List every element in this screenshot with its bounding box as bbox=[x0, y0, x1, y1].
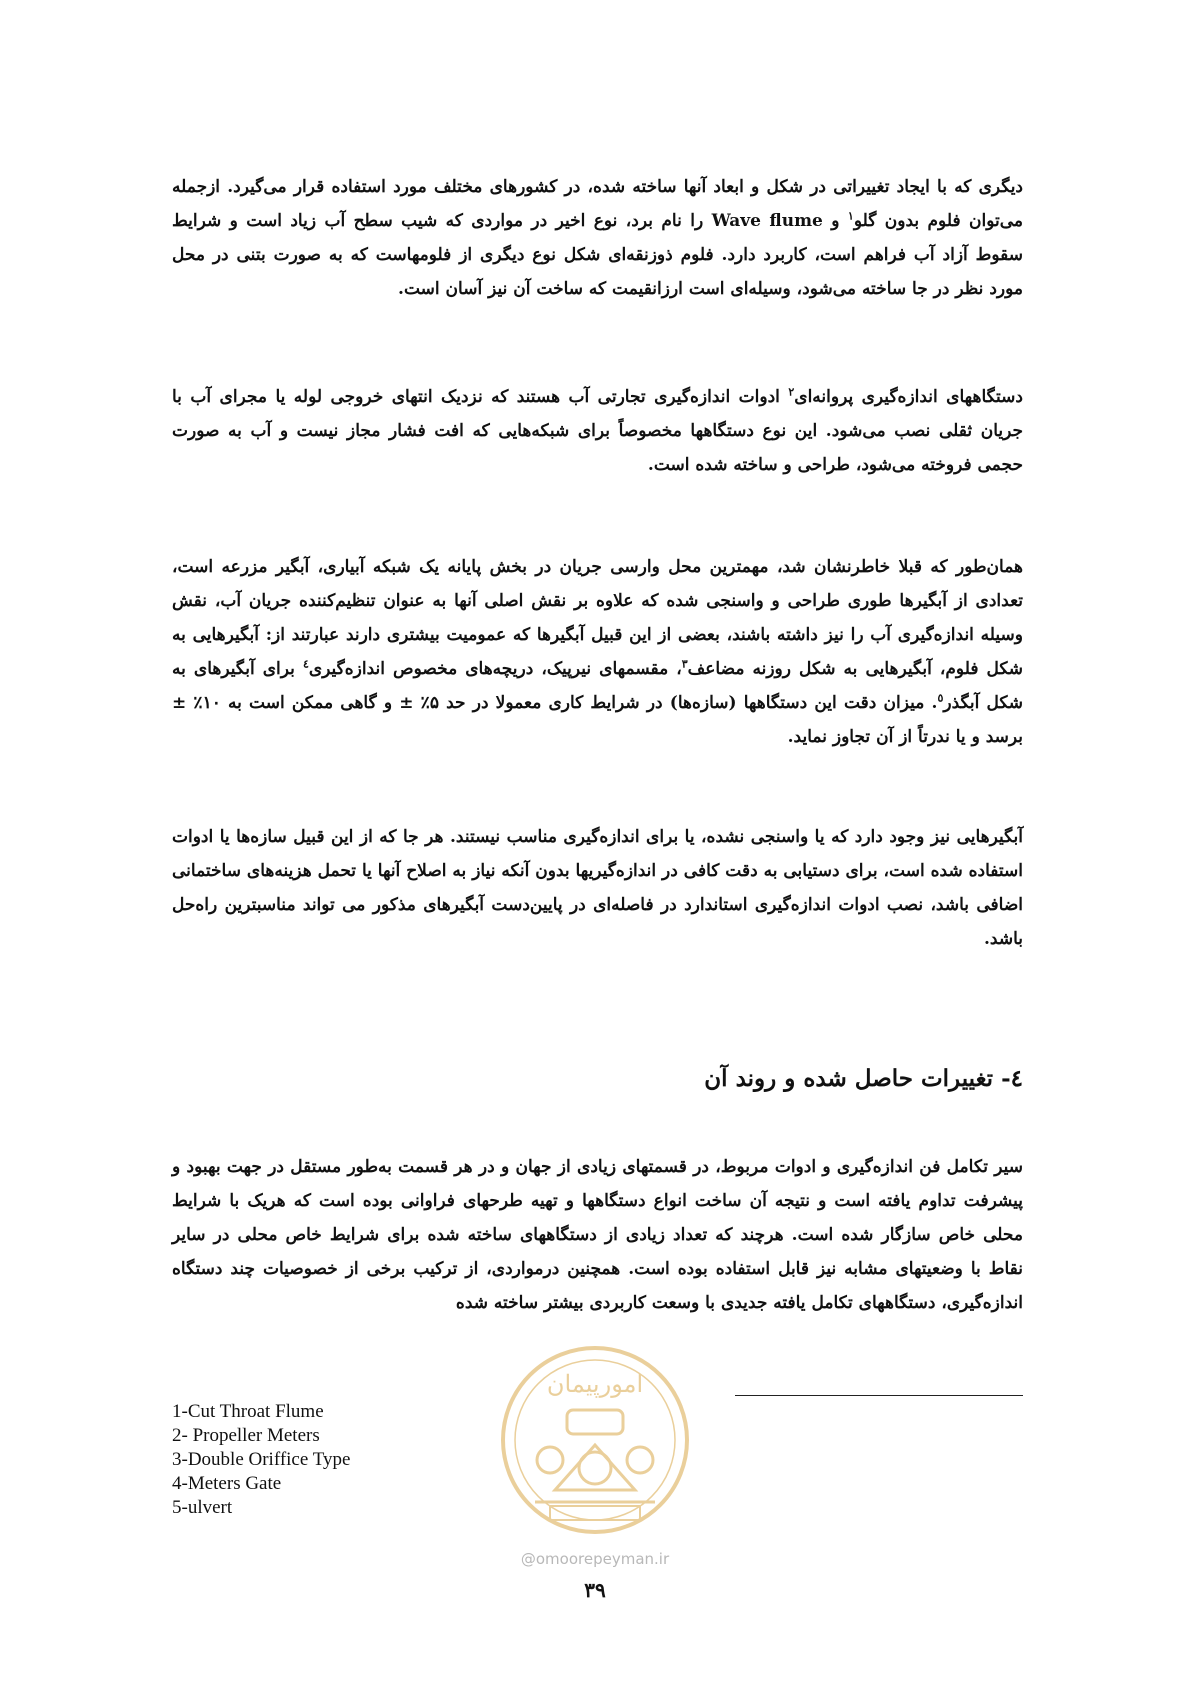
wave-flume-term: Wave flume bbox=[711, 211, 823, 231]
paragraph-field-outlets bbox=[172, 550, 1023, 754]
paragraph-outlets-b: ، مقسمهای نیرپیک، دریچه‌های مخصوص اندازه‌گیری bbox=[308, 659, 682, 679]
footnote-ref-2[interactable]: ۲ bbox=[788, 385, 795, 399]
watermark-logo-icon bbox=[495, 1340, 695, 1540]
watermark-logo-text: امورپیمان bbox=[546, 1370, 644, 1398]
footnote-ref-4[interactable]: ٤ bbox=[302, 657, 309, 671]
paragraph-flumes-rest: را نام برد، نوع اخیر در مواردی که شیب سطح آب زیاد است و شرایط سقوط آزاد آب فراهم است، کاربرد دارد. فلوم ذوزنقه‌ای شکل نوع دیگری از فلومهاست که به صورت بتنی در محل مورد نظر در جا ساخته می‌شود، وسیله‌ای است ارزانقیمت که ساخت آن نیز آسان است. bbox=[172, 211, 1023, 299]
paragraph-outlets-text: همان‌طور که قبلا خاطرنشان شد، مهمترین محل وارسی جریان در بخش پایانه یک شبکه آبیاری، آبگیر مزرعه است، تعدادی از آبگیرها طوری طراحی و واسنجی شده که علاوه بر نقش اصلی آنها به عنوان تنظیم‌کننده جریان آب، نقش وسیله اندازه‌گیری آب را نیز داشته باشند، بعضی از این قبیل آبگیرها که عمومیت بیشتری دارند عبارتند از: آبگیرهایی به شکل فلوم، آبگیرهایی به شکل روزنه مضاعف bbox=[172, 557, 1024, 679]
paragraph-evolution: سیر تکامل فن اندازه‌گیری و ادوات مربوط، در قسمتهای زیادی از جهان و در هر قسمت به‌طور مستقل در جهت بهبود و پیشرفت تداوم یافته است و نتیجه آن ساخت انواع دستگاهها و تهیه طرحهای فراوانی بوده است که هریک با شرایط محلی خاص سازگار شده است. هرچند که تعداد زیادی از دستگاههای ساخته شده برای شرایط خاص محلی در سایر نقاط با وضعیتهای مشابه نیز قابل استفاده بوده است. همچنین درمواردی، از ترکیب برخی از خصوصیات چند دستگاه اندازه‌گیری، دستگاههای تکامل یافته جدیدی با وسعت کاربردی بیشتر ساخته شده bbox=[172, 1157, 1023, 1313]
paragraph-uncalibrated-outlets: آبگیرهایی نیز وجود دارد که یا واسنجی نشده، یا برای اندازه‌گیری مناسب نیستند. هر جا که از این قبیل سازه‌ها یا ادوات استفاده شده است، برای دستیابی به دقت کافی در اندازه‌گیریها بدون آنکه نیاز به اصلاح آنها یا تحمل هزینه‌های ساختمانی اضافی باشد، نصب ادوات اندازه‌گیری استاندارد در فاصله‌ای در پایین‌دست آبگیرهای مذکور می تواند مناسبترین راه‌حل باشد. bbox=[172, 827, 1023, 949]
footnote-item: 1-Cut Throat Flume bbox=[172, 1401, 324, 1422]
paragraph-outlets-c: برای آبگیرهای به شکل آبگذر bbox=[172, 659, 1024, 713]
paragraph-outlets-d: . میزان دقت این دستگاهها (سازه‌ها) در شرایط کاری معمولا در حد ۵٪ ± و گاهی ممکن است به ۱۰٪ ± برسد و یا ندرتاً از آن تجاوز نماید. bbox=[172, 693, 1023, 747]
footnote-ref-3[interactable]: ۳ bbox=[681, 657, 688, 671]
footnote-divider bbox=[735, 1395, 1023, 1396]
footnote-ref-5[interactable]: ٥ bbox=[937, 691, 944, 705]
paragraph-flumes-conj: و bbox=[822, 211, 848, 231]
footnote-ref-1[interactable]: ۱ bbox=[847, 209, 854, 223]
page-number: ۳۹ bbox=[584, 1578, 606, 1602]
paragraph-flumes-text: دیگری که با ایجاد تغییراتی در شکل و ابعاد آنها ساخته شده، در کشورهای مختلف مورد استفاده قرار می‌گیرد. ازجمله می‌توان فلوم بدون گلو bbox=[172, 177, 1024, 231]
paragraph-propeller-meters bbox=[172, 380, 1023, 482]
footnote-item: 2- Propeller Meters bbox=[172, 1425, 320, 1446]
footnote-item: 3-Double Oriffice Type bbox=[172, 1449, 351, 1470]
footnote-item: 4-Meters Gate bbox=[172, 1473, 282, 1494]
watermark-url: @omoorepeyman.ir bbox=[520, 1550, 670, 1568]
paragraph-propeller-text: دستگاههای اندازه‌گیری پروانه‌ای bbox=[794, 387, 1023, 407]
section-heading: ٤- تغییرات حاصل شده و روند آن bbox=[704, 1065, 1023, 1092]
paragraph-flumes bbox=[172, 170, 1023, 306]
paragraph-propeller-rest: ادوات اندازه‌گیری تجارتی آب هستند که نزدیک انتهای خروجی لوله یا مجرای آب با جریان ثقلی نصب می‌شود. این نوع دستگاهها مخصوصاً برای شبکه‌هایی که افت فشار مجاز نیست و آب به صورت حجمی فروخته می‌شود، طراحی و ساخته شده است. bbox=[172, 387, 1023, 475]
footnote-item: 5-ulvert bbox=[172, 1497, 233, 1518]
